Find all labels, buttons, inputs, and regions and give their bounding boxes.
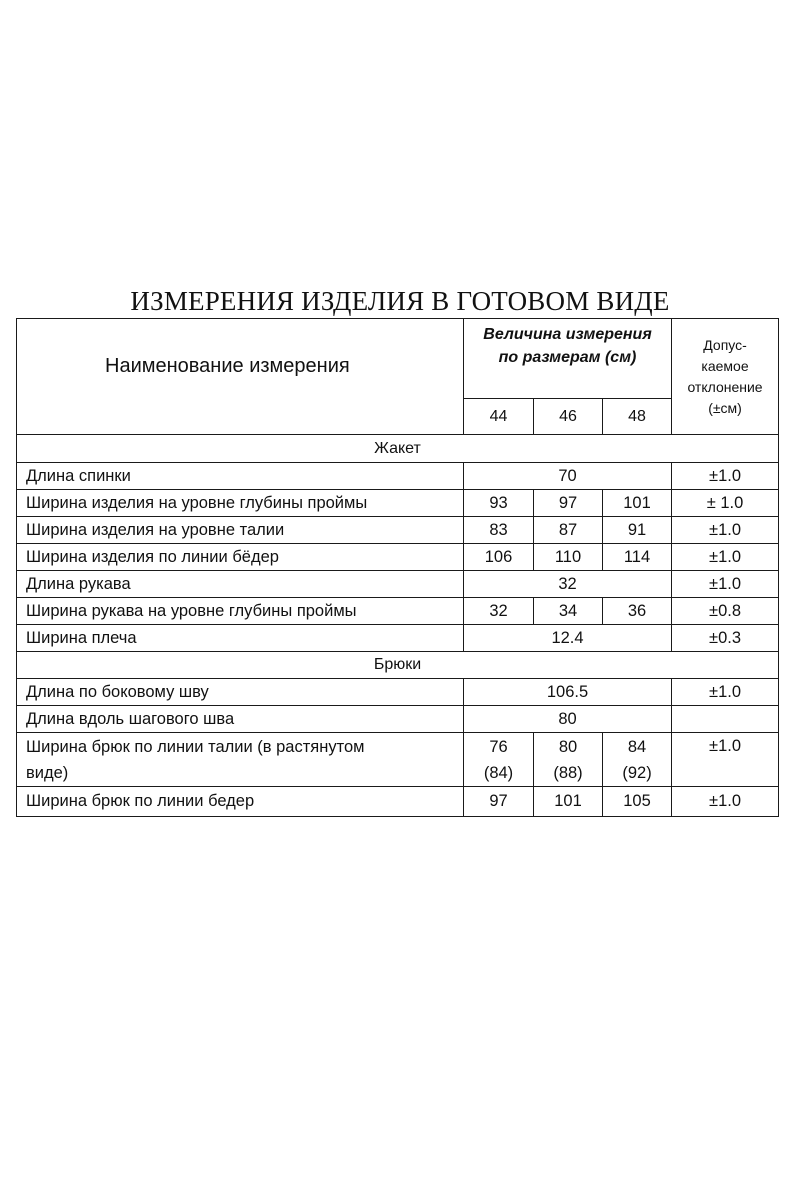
measure-value: 93 bbox=[464, 490, 534, 517]
section-title-jacket: Жакет bbox=[17, 435, 779, 463]
measure-value: 114 bbox=[603, 544, 672, 571]
size-48-header: 48 bbox=[603, 399, 672, 435]
measure-tolerance: ±0.3 bbox=[672, 625, 779, 652]
measure-name: Длина вдоль шагового шва bbox=[17, 706, 464, 733]
measure-value-line: 84 bbox=[627, 738, 647, 756]
header-tolerance-line: каемое bbox=[701, 357, 749, 374]
measure-value: 106 bbox=[464, 544, 534, 571]
measure-name: Ширина плеча bbox=[17, 625, 464, 652]
measure-value bbox=[464, 733, 534, 787]
header-row bbox=[17, 319, 779, 399]
measure-value: 110 bbox=[534, 544, 603, 571]
table-row bbox=[17, 490, 779, 517]
measure-value-line: 80 bbox=[558, 738, 578, 756]
table-row bbox=[17, 463, 779, 490]
header-tolerance-cell bbox=[672, 319, 779, 435]
table-row bbox=[17, 679, 779, 706]
table-row bbox=[17, 544, 779, 571]
table-row bbox=[17, 733, 779, 787]
measure-value-all: 32 bbox=[464, 571, 672, 598]
header-name-cell bbox=[17, 319, 464, 435]
measure-tolerance: ±1.0 bbox=[672, 733, 779, 787]
measure-tolerance: ±1.0 bbox=[672, 517, 779, 544]
measure-value: 36 bbox=[603, 598, 672, 625]
measure-value: 34 bbox=[534, 598, 603, 625]
measure-name: Длина спинки bbox=[17, 463, 464, 490]
table-row bbox=[17, 598, 779, 625]
header-tolerance-line: (±см) bbox=[708, 399, 742, 416]
measure-value bbox=[603, 733, 672, 787]
measure-value-line: 76 bbox=[489, 738, 508, 756]
header-tolerance-line: Допус- bbox=[703, 336, 747, 353]
measure-value: 83 bbox=[464, 517, 534, 544]
measure-value-line: (88) bbox=[553, 764, 583, 782]
measure-value: 91 bbox=[603, 517, 672, 544]
table-row bbox=[17, 706, 779, 733]
measure-name: Ширина изделия на уровне глубины проймы bbox=[17, 490, 464, 517]
measure-tolerance: ± 1.0 bbox=[672, 490, 779, 517]
size-46-header: 46 bbox=[534, 399, 603, 435]
measure-name bbox=[17, 733, 464, 787]
measure-value-all: 70 bbox=[464, 463, 672, 490]
table-row bbox=[17, 625, 779, 652]
table-row bbox=[17, 571, 779, 598]
table-row bbox=[17, 517, 779, 544]
measure-tolerance: ±1.0 bbox=[672, 463, 779, 490]
size-44-header: 44 bbox=[464, 399, 534, 435]
measure-name: Ширина изделия на уровне талии bbox=[17, 517, 464, 544]
section-title-trousers: Брюки bbox=[17, 652, 779, 679]
measure-tolerance: ±0.8 bbox=[672, 598, 779, 625]
measure-value-all: 106.5 bbox=[464, 679, 672, 706]
measure-tolerance: ±1.0 bbox=[672, 787, 779, 817]
section-row bbox=[17, 435, 779, 463]
section-row bbox=[17, 652, 779, 679]
header-group-line: Величина измерения bbox=[483, 326, 652, 343]
table-row bbox=[17, 787, 779, 817]
measure-value: 97 bbox=[534, 490, 603, 517]
measure-value: 105 bbox=[603, 787, 672, 817]
measure-tolerance: ±1.0 bbox=[672, 544, 779, 571]
measure-name-line: Ширина брюк по линии талии (в растянутом bbox=[26, 738, 365, 756]
measure-value: 97 bbox=[464, 787, 534, 817]
measure-name: Длина по боковому шву bbox=[17, 679, 464, 706]
measure-value-line: (84) bbox=[483, 764, 514, 782]
measure-value: 87 bbox=[534, 517, 603, 544]
measure-value-line: (92) bbox=[622, 764, 652, 782]
measure-name: Ширина брюк по линии бедер bbox=[17, 787, 464, 817]
measure-value: 101 bbox=[603, 490, 672, 517]
measure-name: Длина рукава bbox=[17, 571, 464, 598]
measure-value: 101 bbox=[534, 787, 603, 817]
header-name-label: Наименование измерения bbox=[105, 355, 350, 377]
header-group-cell bbox=[464, 319, 672, 399]
header-group-line: по размерам (см) bbox=[498, 349, 637, 366]
measure-name: Ширина рукава на уровне глубины проймы bbox=[17, 598, 464, 625]
measurements-table bbox=[16, 318, 779, 817]
measure-value-all: 12.4 bbox=[464, 625, 672, 652]
measure-value-all: 80 bbox=[464, 706, 672, 733]
header-tolerance-line: отклонение bbox=[687, 378, 763, 395]
measure-name-line: виде) bbox=[26, 764, 69, 782]
page-title: ИЗМЕРЕНИЯ ИЗДЕЛИЯ В ГОТОВОМ ВИДЕ bbox=[130, 286, 670, 316]
measure-tolerance: ±1.0 bbox=[672, 571, 779, 598]
measure-name: Ширина изделия по линии бёдер bbox=[17, 544, 464, 571]
measure-value: 32 bbox=[464, 598, 534, 625]
measure-tolerance: ±1.0 bbox=[672, 679, 779, 706]
measure-value bbox=[534, 733, 603, 787]
measure-tolerance bbox=[672, 706, 779, 733]
